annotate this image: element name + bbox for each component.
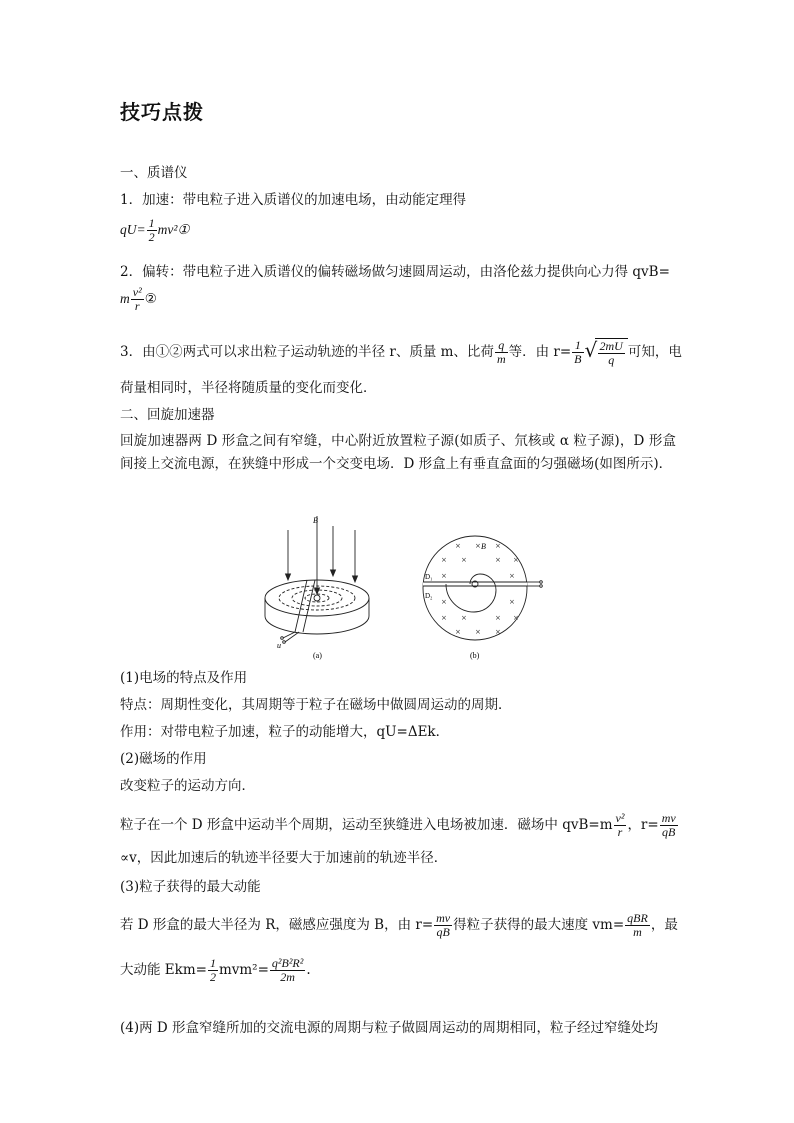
svg-text:×: × [441,572,447,580]
paragraph-magnetic-role: 改变粒子的运动方向． [120,778,255,794]
figure-a [265,516,369,643]
paragraph-max-energy: 大动能 Ekm= $\frac{1}{2}$ mvm²= $\frac{\text{q²B²R²}}{2m}$ . [120,956,311,984]
cyclotron-figure [255,508,545,663]
figure-b [423,536,542,640]
paragraph-cyclotron-intro: 回旋加速器两 D 形盒之间有窄缝，中心附近放置粒子源(如质子、氘核或 α 粒子源)，D 形盒间接上交流电源，在狭缝中形成一个交变电场．D 形盒上有垂直盒面的匀强磁场(如图所示)． [120,433,676,472]
paragraph-radius-cont: 荷量相同时，半径将随质量的变化而变化． [120,380,377,396]
paragraph-max-velocity: 若 D 形盒的最大半径为 R，磁感应强度为 B，由 r= $\frac{mv}{qB}$ 得粒子获得的最大速度 vm= $\frac{\text{qBR}}{m}$ ，最 [120,911,678,939]
subheading-magnetic-field: (2)磁场的作用 [120,751,207,767]
svg-text:×: × [441,598,447,606]
svg-text:×: × [495,542,501,550]
eq2-fraction: $\frac{\text{v²}}{r}$ [132,285,142,313]
eq1-left: qU= [120,222,146,237]
svg-text:×: × [455,628,461,636]
field-crosses [441,542,519,636]
section-heading-mass-spectrometer: 一、质谱仪 [120,165,188,181]
subheading-electric-field: (1)电场的特点及作用 [120,670,248,686]
eq1-fraction: $\frac{1}{2}$ [148,216,155,244]
fig-caption-b: (b) [470,651,480,660]
paragraph-deflection: 2．偏转：带电粒子进入质谱仪的偏转磁场做匀速圆周运动，由洛伦兹力提供向心力得 qvB= [120,264,670,280]
sqrt-expression: √ $\frac{2mU}{q}$ [585,338,628,367]
svg-text:×: × [475,628,481,636]
fig-label-D2: D₂ [425,592,433,600]
paragraph-half-period: 粒子在一个 D 形盒中运动半个周期，运动至狭缝进入电场被加速．磁场中 qvB=m $\frac{\text{v²}}{r}$ ，r= $\frac{mv}{qB}$ [120,811,676,839]
equation-1 [120,217,680,244]
fig-label-B: B [313,516,318,525]
svg-text:×: × [495,614,501,622]
svg-text:×: × [441,556,447,564]
fig-b-label-B: B [481,542,486,551]
svg-text:×: × [461,614,467,622]
svg-text:×: × [509,598,515,606]
svg-text:×: × [513,614,519,622]
subheading-max-energy: (3)粒子获得的最大动能 [120,879,261,895]
fig-label-u: u [277,641,281,650]
paragraph-acceleration: 1．加速：带电粒子进入质谱仪的加速电场，由动能定理得 [120,192,467,208]
svg-text:×: × [513,556,519,564]
svg-text:×: × [495,556,501,564]
paragraph-field-role: 作用：对带电粒子加速，粒子的动能增大，qU=ΔEk． [120,724,450,740]
fig-caption-a: (a) [313,651,322,660]
svg-text:×: × [495,628,501,636]
fig-label-D1: D₁ [425,573,433,581]
paragraph-radius: 3．由①②两式可以求出粒子运动轨迹的半径 r、质量 m、比荷 $\frac{q}{m}$ 等．由 r= $\frac{1}{B}$ √ $\frac{2mU}{q}$ 可知，电 [120,338,682,367]
paragraph-half-period-cont: ∝v，因此加速后的轨迹半径要大于加速前的轨迹半径． [120,850,448,866]
section-heading-cyclotron: 二、回旋加速器 [120,407,215,423]
eq1-right: mv²① [157,222,190,237]
svg-text:×: × [475,542,481,550]
equation-2: m $\frac{\text{v²}}{r}$ ② [120,285,157,313]
svg-text:×: × [455,542,461,550]
svg-text:×: × [461,556,467,564]
paragraph-field-feature: 特点：周期性变化，其周期等于粒子在磁场中做圆周运动的周期． [120,697,512,713]
page-title: 技巧点拨 [120,100,204,124]
svg-text:×: × [441,614,447,622]
paragraph-ac-period: (4)两 D 形盒窄缝所加的交流电源的周期与粒子做圆周运动的周期相同，粒子经过窄缝处均 [120,1020,659,1036]
svg-text:×: × [509,572,515,580]
